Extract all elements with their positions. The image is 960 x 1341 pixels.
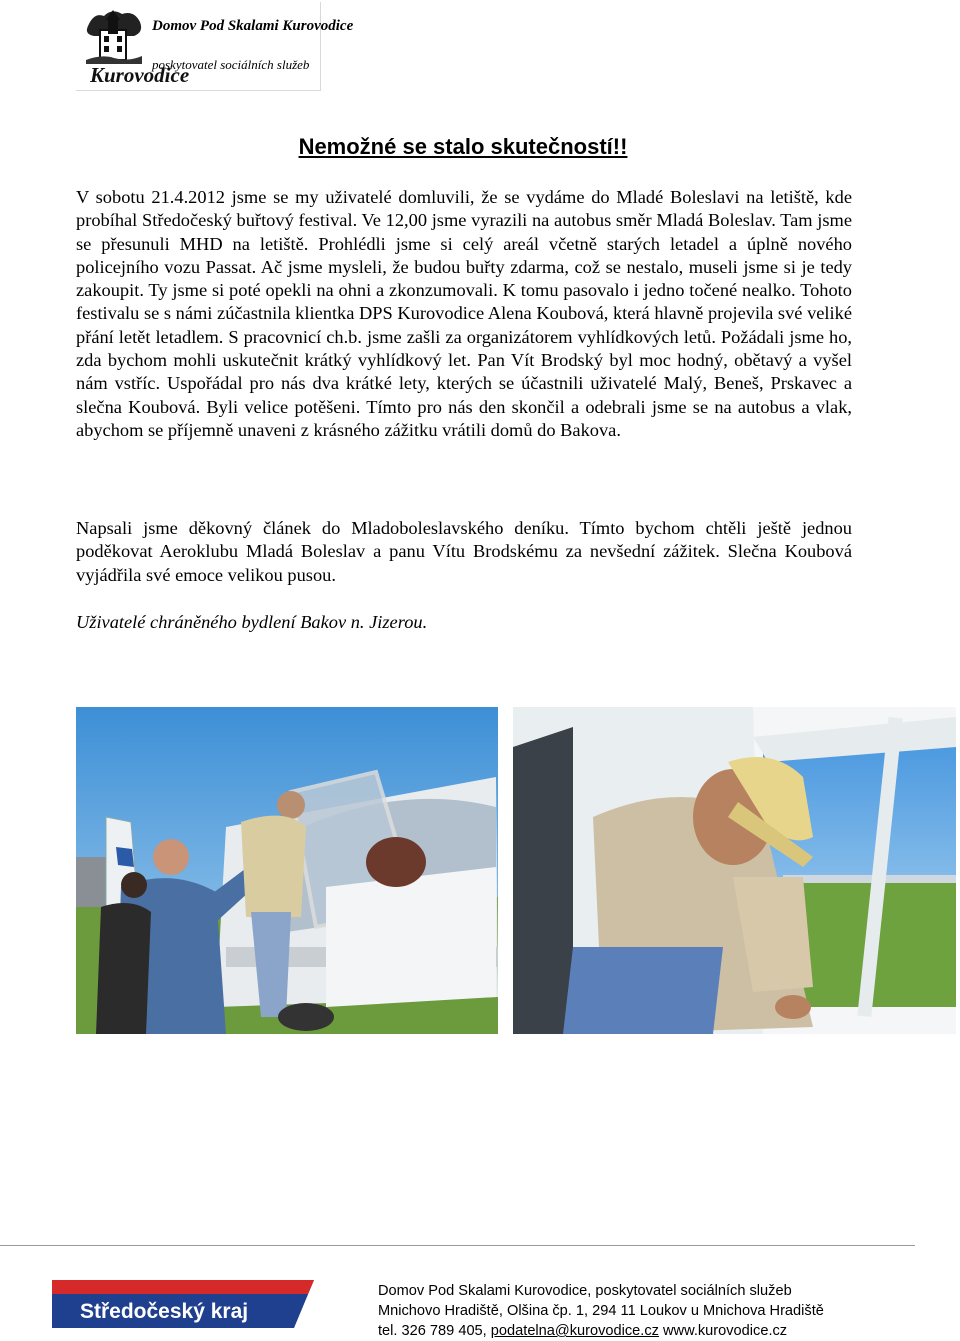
photo-boarding-airplane bbox=[76, 707, 498, 1034]
header-logo bbox=[76, 2, 354, 92]
footer-phone: tel. 326 789 405, bbox=[378, 1323, 491, 1339]
svg-text:Středočeský kraj: Středočeský kraj bbox=[80, 1300, 249, 1323]
org-name: Domov Pod Skalami Kurovodice bbox=[152, 18, 354, 34]
stredocesky-kraj-logo bbox=[52, 1280, 314, 1328]
article-title: Nemožné se stalo skutečností!! bbox=[298, 134, 628, 159]
footer-web-link[interactable]: www.kurovodice.cz bbox=[658, 1323, 788, 1339]
logo-wordmark bbox=[90, 62, 230, 88]
article-paragraph-2: Napsali jsme děkovný článek do Mladoboleslavského deníku. Tímto bychom chtěli ještě jednou poděkovat Aeroklubu Mladá Boleslav a panu Vítu Brodskému za nevšední zážitek. Slečna Koubová vyjádřila své emoce velikou pusou. bbox=[76, 518, 852, 585]
footer-contact bbox=[378, 1281, 824, 1341]
footer-line-2: Mnichovo Hradiště, Olšina čp. 1, 294 11 Loukov u Mnichova Hradiště bbox=[378, 1303, 824, 1319]
footer-line-3 bbox=[378, 1321, 824, 1341]
footer-line-1: Domov Pod Skalami Kurovodice, poskytovatel sociálních služeb bbox=[378, 1283, 792, 1299]
footer-email-link[interactable]: podatelna@kurovodice.cz bbox=[490, 1323, 659, 1339]
footer-divider bbox=[0, 1245, 915, 1246]
org-subtitle: poskytovatel sociálních služeb bbox=[152, 57, 310, 72]
svg-text:Kurovodice: Kurovodice bbox=[90, 63, 190, 87]
article-signature: Uživatelé chráněného bydlení Bakov n. Jizerou. bbox=[76, 612, 428, 632]
photo-man-exiting-airplane bbox=[513, 707, 956, 1034]
article-paragraph-1: V sobotu 21.4.2012 jsme se my uživatelé domluvili, že se vydáme do Mladé Boleslavi na letiště, kde probíhal Středočeský buřtový festival. Ve 12,00 jsme vyrazili na autobus směr Mladá Boleslav. Tam jsme se přesunuli MHD na letiště. Prohlédli jsme si celý areál včetně starých letadel a úplně nového policejního vozu Passat. Ač jsme mysleli, že budou buřty zdarma, což se nestalo, museli jsme si je tedy zakoupit. Ty jsme si poté opekli na ohni a zkonzumovali. K tomu pasovalo i jedno točené nealko. Tohoto festivalu se s námi zúčastnila klientka DPS Kurovodice Alena Koubová, která hlavně projevila své veliké přání letět letadlem. S pracovnicí ch.b. jsme zašli za organizátorem vyhlídkových letů. Požádali jsme ho, zda bychom mohli uskutečnit krátký vyhlídkový let. Pan Vít Brodský byl moc hodný, obětavý a vyšel nám vstříc. Uspořádal pro nás dva krátké lety, kterých se účastnili uživatelé Malý, Beneš, Prskavec a slečna Koubová. Byli velice potěšeni. Tímto pro nás den skončil a odebrali jsme se na autobus a vlak, abychom se příjemně unaveni z krásného zážitku vrátili domů do Bakova. bbox=[76, 187, 852, 440]
